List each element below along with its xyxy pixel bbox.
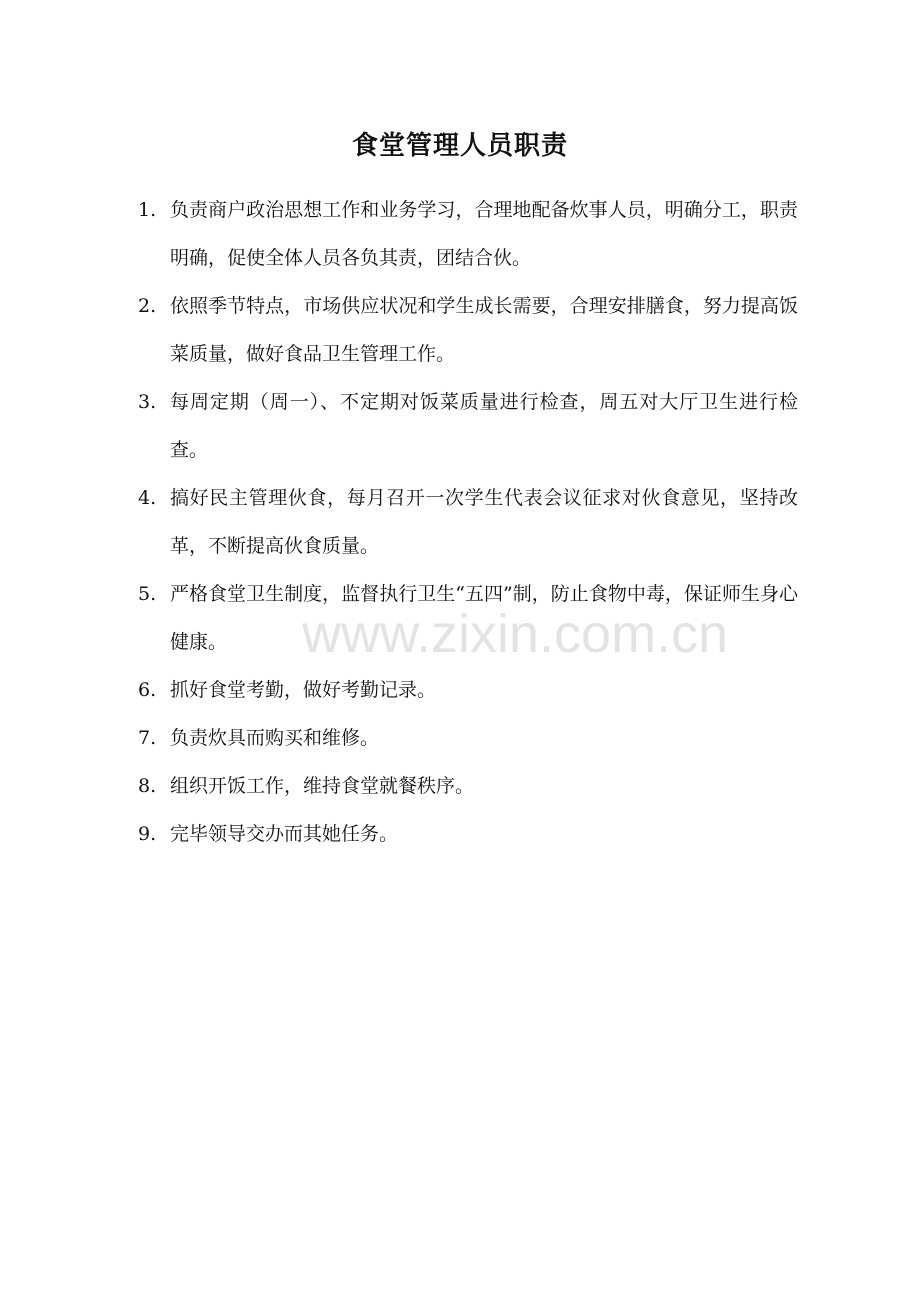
item-number: 2. — [138, 295, 157, 317]
watermark: www.zixin.com.cn — [302, 604, 729, 664]
item-text: 负责商户政治思想工作和业务学习，合理地配备炊事人员，明确分工，职责明确，促使全体人员各负其责，团结合伙。 — [170, 199, 798, 269]
duty-item-2 — [138, 282, 798, 378]
duty-item-5 — [138, 570, 798, 666]
duty-item-8 — [138, 762, 798, 810]
item-text: 每周定期（周一）、不定期对饭菜质量进行检查，周五对大厅卫生进行检查。 — [170, 391, 798, 461]
duty-item-1 — [138, 186, 798, 282]
item-number: 6. — [138, 679, 157, 701]
duty-list — [138, 186, 798, 858]
item-number: 5. — [138, 583, 157, 605]
item-text: 负责炊具而购买和维修。 — [170, 727, 380, 749]
item-number: 1. — [138, 199, 157, 221]
item-text: 搞好民主管理伙食，每月召开一次学生代表会议征求对伙食意见，坚持改革，不断提高伙食质量。 — [170, 487, 798, 557]
duty-item-3 — [138, 378, 798, 474]
item-number: 7. — [138, 727, 157, 749]
duty-item-9 — [138, 810, 798, 858]
item-number: 9. — [138, 823, 157, 845]
item-text: 依照季节特点，市场供应状况和学生成长需要，合理安排膳食，努力提高饭菜质量，做好食品卫生管理工作。 — [170, 295, 798, 365]
item-text: 组织开饭工作，维持食堂就餐秩序。 — [170, 775, 475, 797]
item-text: 完毕领导交办而其她任务。 — [170, 823, 399, 845]
duty-item-7 — [138, 714, 798, 762]
item-number: 4. — [138, 487, 157, 509]
item-number: 8. — [138, 775, 157, 797]
document-title: 食堂管理人员职责 — [351, 131, 568, 161]
item-number: 3. — [138, 391, 157, 413]
duty-item-4 — [138, 474, 798, 570]
duty-item-6 — [138, 666, 798, 714]
item-text: 抓好食堂考勤，做好考勤记录。 — [170, 679, 437, 701]
item-text: 严格食堂卫生制度，监督执行卫生“五四”制，防止食物中毒，保证师生身心健康。 — [170, 583, 798, 653]
